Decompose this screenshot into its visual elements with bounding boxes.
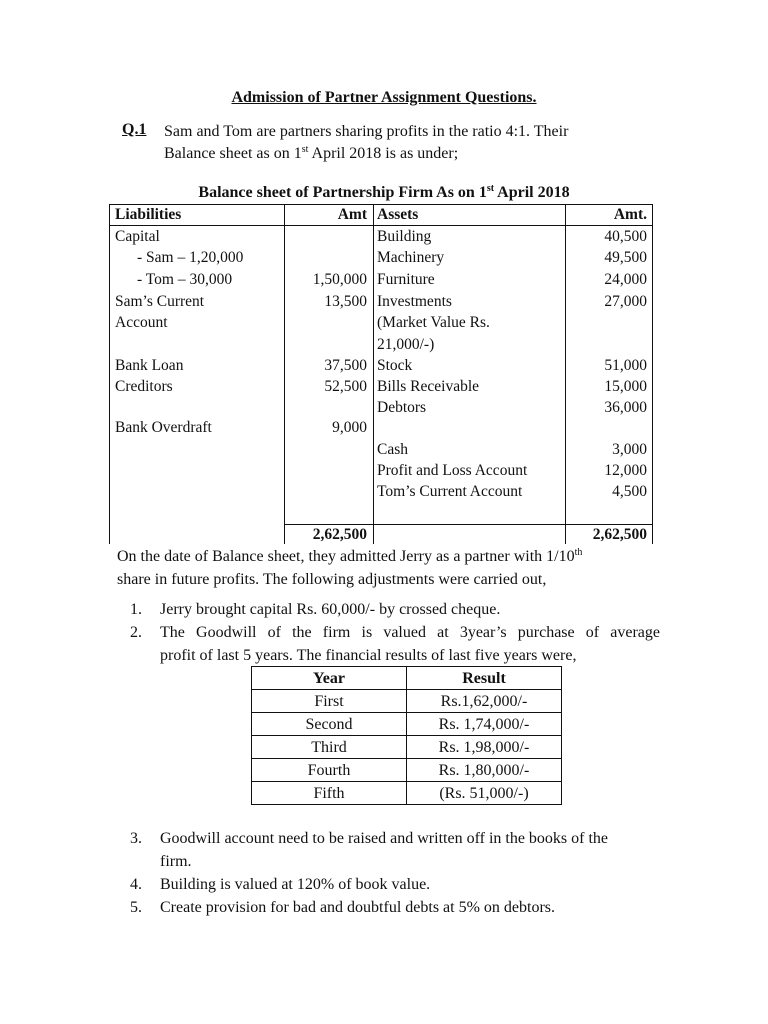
asset-item: Investments bbox=[377, 293, 452, 310]
list-item-text: Goodwill account need to be raised and written off in the books of the bbox=[160, 830, 609, 847]
table-divider-2 bbox=[373, 204, 374, 544]
year-cell: Fourth bbox=[252, 759, 407, 782]
paragraph-line-1 bbox=[117, 545, 657, 568]
table-row bbox=[252, 782, 562, 805]
list-item-text: Create provision for bad and doubtful debts at 5% on debtors. bbox=[160, 899, 556, 916]
asset-amount: 12,000 bbox=[604, 462, 647, 479]
year-cell: Fifth bbox=[252, 782, 407, 805]
asset-item: Furniture bbox=[377, 271, 435, 288]
list-item-number: 5. bbox=[130, 899, 142, 916]
question-text bbox=[164, 121, 644, 165]
result-cell: Rs. 1,74,000/- bbox=[407, 713, 562, 736]
asset-amount: 36,000 bbox=[604, 399, 647, 416]
table-border-left bbox=[109, 204, 110, 544]
list-item bbox=[130, 827, 660, 873]
page-title: Admission of Partner Assignment Questions. bbox=[231, 89, 537, 106]
list-item-text-continued: firm. bbox=[160, 853, 192, 870]
result-cell: Rs. 1,80,000/- bbox=[407, 759, 562, 782]
header-year: Year bbox=[252, 667, 407, 690]
liability-item: Bank Overdraft bbox=[115, 419, 212, 436]
result-cell: (Rs. 51,000/-) bbox=[407, 782, 562, 805]
asset-item: Bills Receivable bbox=[377, 378, 480, 395]
table-border-right bbox=[652, 204, 653, 544]
result-cell: Rs.1,62,000/- bbox=[407, 690, 562, 713]
question-line-1: Sam and Tom are partners sharing profits in the ratio 4:1. Their bbox=[164, 123, 569, 140]
question-line-2-sup: st bbox=[301, 144, 309, 155]
asset-item: Machinery bbox=[377, 249, 445, 266]
liability-item: - Sam – 1,20,000 bbox=[137, 249, 244, 266]
balance-sheet-title-text: Balance sheet of Partnership Firm As on 1 bbox=[198, 184, 487, 201]
list-item-number: 2. bbox=[130, 624, 142, 641]
asset-amount: 27,000 bbox=[604, 293, 647, 310]
table-row bbox=[252, 736, 562, 759]
liability-amount: 37,500 bbox=[324, 357, 367, 374]
liability-amount: 52,500 bbox=[324, 378, 367, 395]
paragraph-line-2: share in future profits. The following adjustments were carried out, bbox=[117, 571, 547, 588]
year-cell: Third bbox=[252, 736, 407, 759]
liability-amount: 1,50,000 bbox=[312, 271, 367, 288]
list-item-text: The Goodwill of the firm is valued at 3year’s purchase of average bbox=[160, 624, 660, 641]
admission-paragraph bbox=[117, 545, 657, 591]
liability-amount: 9,000 bbox=[332, 419, 367, 436]
year-cell: First bbox=[252, 690, 407, 713]
list-item-text-continued: profit of last 5 years. The financial results of last five years were, bbox=[160, 647, 577, 664]
header-amt-assets: Amt. bbox=[613, 206, 647, 223]
asset-amount: 15,000 bbox=[604, 378, 647, 395]
total-liabilities: 2,62,500 bbox=[312, 526, 367, 543]
asset-item: (Market Value Rs. bbox=[377, 314, 490, 331]
asset-amount: 40,500 bbox=[604, 228, 647, 245]
list-item-number: 3. bbox=[130, 830, 142, 847]
liability-item: Account bbox=[115, 314, 168, 331]
asset-item: Tom’s Current Account bbox=[377, 483, 523, 500]
list-item-text: Jerry brought capital Rs. 60,000/- by crossed cheque. bbox=[160, 601, 501, 618]
balance-sheet-title bbox=[0, 184, 768, 202]
asset-item: Cash bbox=[377, 441, 408, 458]
asset-amount: 49,500 bbox=[604, 249, 647, 266]
list-item-number: 4. bbox=[130, 876, 142, 893]
asset-item: Debtors bbox=[377, 399, 427, 416]
table-row bbox=[252, 713, 562, 736]
asset-amount: 51,000 bbox=[604, 357, 647, 374]
results-table bbox=[251, 666, 562, 805]
result-cell: Rs. 1,98,000/- bbox=[407, 736, 562, 759]
asset-item: 21,000/-) bbox=[377, 336, 435, 353]
asset-item: Profit and Loss Account bbox=[377, 462, 528, 479]
asset-item: Building bbox=[377, 228, 432, 245]
adjustment-list bbox=[130, 598, 660, 667]
adjustment-list-continued bbox=[130, 827, 660, 919]
year-cell: Second bbox=[252, 713, 407, 736]
header-assets: Assets bbox=[377, 206, 419, 223]
list-item bbox=[130, 873, 660, 896]
list-item-number: 1. bbox=[130, 601, 142, 618]
table-row bbox=[252, 759, 562, 782]
balance-sheet-title-end: April 2018 bbox=[494, 184, 570, 201]
header-amt: Amt bbox=[337, 206, 367, 223]
asset-amount: 24,000 bbox=[604, 271, 647, 288]
liability-amount: 13,500 bbox=[324, 293, 367, 310]
balance-sheet-title-sup: st bbox=[486, 183, 495, 194]
list-item-text: Building is valued at 120% of book value. bbox=[160, 876, 431, 893]
list-item bbox=[130, 621, 660, 667]
liability-item: Sam’s Current bbox=[115, 293, 205, 310]
asset-amount: 3,000 bbox=[612, 441, 647, 458]
liability-item: - Tom – 30,000 bbox=[137, 271, 233, 288]
table-row bbox=[252, 690, 562, 713]
paragraph-line-1-text: On the date of Balance sheet, they admitted Jerry as a partner with 1/10 bbox=[117, 548, 575, 565]
question-line-2 bbox=[164, 143, 644, 165]
liability-item: Capital bbox=[115, 228, 160, 245]
asset-item: Stock bbox=[377, 357, 413, 374]
paragraph-line-1-sup: th bbox=[574, 547, 583, 558]
liability-item: Bank Loan bbox=[115, 357, 184, 374]
total-assets: 2,62,500 bbox=[592, 526, 647, 543]
question-line-2-text: Balance sheet as on 1 bbox=[164, 145, 302, 162]
header-liabilities: Liabilities bbox=[115, 206, 182, 223]
header-result: Result bbox=[407, 667, 562, 690]
liability-item: Creditors bbox=[115, 378, 173, 395]
list-item bbox=[130, 896, 660, 919]
list-item bbox=[130, 598, 660, 621]
asset-amount: 4,500 bbox=[612, 483, 647, 500]
question-line-2-end: April 2018 is as under; bbox=[308, 145, 459, 162]
table-header-row bbox=[252, 667, 562, 690]
question-label: Q.1 bbox=[122, 121, 147, 138]
